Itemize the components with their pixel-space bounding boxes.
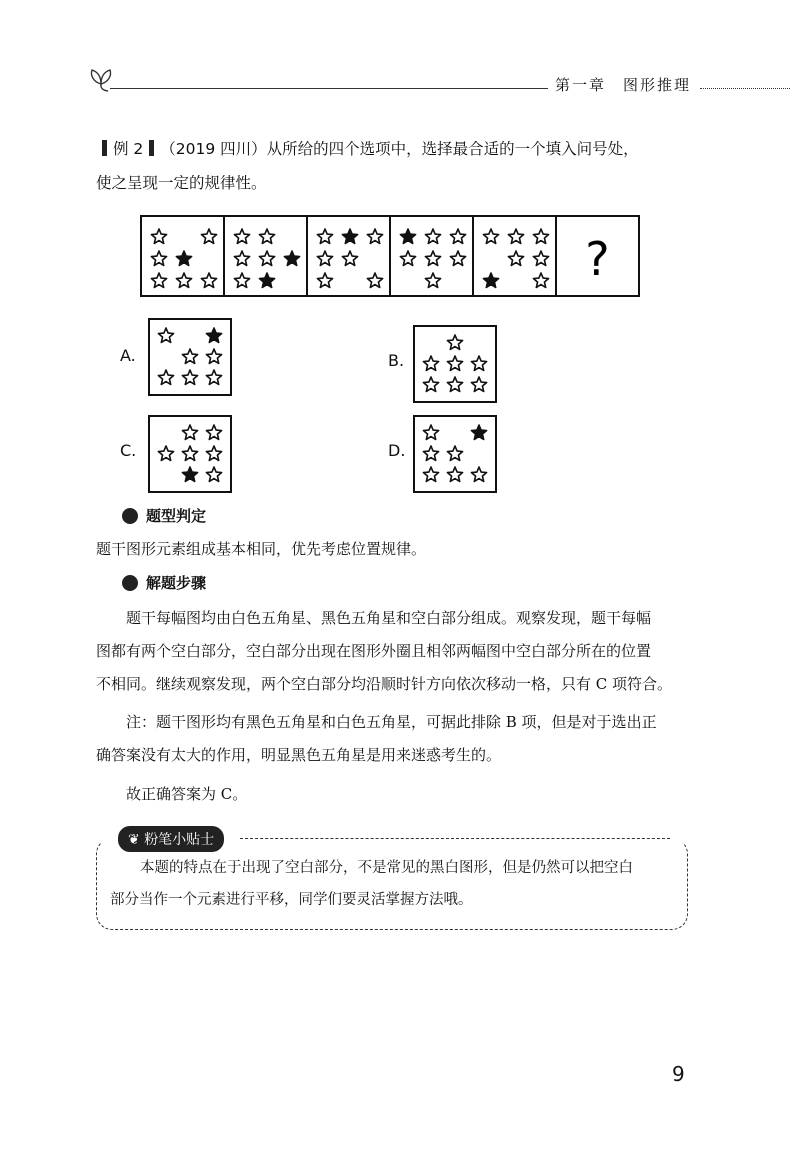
steps-p1-line2: 图都有两个空白部分，空白部分出现在图形外圈且相邻两幅图中空白部分所在的位置 bbox=[96, 642, 652, 660]
white-star-icon bbox=[450, 251, 465, 265]
section-type-text: 题干图形元素组成基本相同，优先考虑位置规律。 bbox=[96, 540, 427, 558]
white-star-icon bbox=[450, 229, 465, 243]
white-star-icon bbox=[447, 446, 462, 460]
white-star-icon bbox=[447, 467, 462, 481]
option-figure[interactable] bbox=[413, 325, 497, 403]
white-star-icon bbox=[151, 229, 166, 243]
white-star-icon bbox=[425, 273, 440, 287]
header-dots bbox=[700, 88, 790, 89]
white-star-icon bbox=[234, 273, 249, 287]
white-star-icon bbox=[533, 251, 548, 265]
target-icon bbox=[122, 575, 138, 591]
white-star-icon bbox=[317, 273, 332, 287]
white-star-icon bbox=[317, 229, 332, 243]
option-figure[interactable] bbox=[148, 415, 232, 493]
page-header bbox=[0, 60, 800, 100]
tip-text bbox=[110, 852, 680, 916]
white-star-icon bbox=[423, 446, 438, 460]
question-stem bbox=[96, 132, 706, 200]
white-star-icon bbox=[423, 377, 438, 391]
tip-title-text: 粉笔小贴士 bbox=[144, 832, 215, 848]
black-star-icon bbox=[400, 229, 415, 243]
option-figure[interactable] bbox=[413, 415, 497, 493]
question-mark: ? bbox=[585, 232, 610, 286]
white-star-icon bbox=[151, 251, 166, 265]
black-star-icon bbox=[342, 229, 357, 243]
white-star-icon bbox=[367, 229, 382, 243]
tip-line1: 本题的特点在于出现了空白部分，不是常见的黑白图形，但是仍然可以把空白 bbox=[140, 860, 633, 876]
steps-p2-line1: 注：题干图形均有黑色五角星和白色五角星，可据此排除 B 项，但是对于选出正 bbox=[126, 713, 657, 731]
page-number: 9 bbox=[672, 1062, 685, 1086]
example-tag: 例 2 bbox=[113, 140, 144, 158]
tag-bar-left bbox=[102, 140, 107, 156]
steps-p2-line2: 确答案没有太大的作用，明显黑色五角星是用来迷惑考生的。 bbox=[96, 746, 502, 764]
white-star-icon bbox=[182, 425, 197, 439]
section-steps-title: 解题步骤 bbox=[146, 574, 207, 592]
chapter-title: 第一章 图形推理 bbox=[555, 76, 692, 94]
white-star-icon bbox=[259, 229, 274, 243]
black-star-icon bbox=[259, 273, 274, 287]
section-type-title: 题型判定 bbox=[146, 507, 207, 525]
white-star-icon bbox=[234, 229, 249, 243]
white-star-icon bbox=[423, 425, 438, 439]
steps-paragraph-1 bbox=[96, 602, 696, 701]
white-star-icon bbox=[182, 446, 197, 460]
white-star-icon bbox=[508, 229, 523, 243]
white-star-icon bbox=[471, 467, 486, 481]
white-star-icon bbox=[206, 370, 221, 384]
white-star-icon bbox=[206, 349, 221, 363]
white-star-icon bbox=[425, 229, 440, 243]
white-star-icon bbox=[508, 251, 523, 265]
white-star-icon bbox=[201, 229, 216, 243]
white-star-icon bbox=[206, 425, 221, 439]
white-star-icon bbox=[182, 370, 197, 384]
section-type-heading bbox=[122, 505, 206, 526]
question-text-2: 使之呈现一定的规律性。 bbox=[96, 174, 267, 192]
white-star-icon bbox=[158, 328, 173, 342]
white-star-icon bbox=[447, 377, 462, 391]
question-source: （2019 四川） bbox=[160, 140, 267, 158]
white-star-icon bbox=[471, 377, 486, 391]
white-star-icon bbox=[471, 356, 486, 370]
option-label: D. bbox=[388, 441, 406, 460]
option-label: C. bbox=[120, 441, 137, 460]
option-label: B. bbox=[388, 351, 405, 370]
white-star-icon bbox=[533, 229, 548, 243]
section-steps-heading bbox=[122, 572, 206, 593]
white-star-icon bbox=[447, 335, 462, 349]
gear-icon bbox=[122, 508, 138, 524]
white-star-icon bbox=[158, 446, 173, 460]
black-star-icon bbox=[284, 251, 299, 265]
tip-top-dash bbox=[240, 838, 670, 839]
white-star-icon bbox=[342, 251, 357, 265]
white-star-icon bbox=[206, 467, 221, 481]
tag-bar-right bbox=[149, 140, 154, 156]
white-star-icon bbox=[176, 273, 191, 287]
white-star-icon bbox=[234, 251, 249, 265]
header-rule bbox=[110, 88, 548, 89]
white-star-icon bbox=[151, 273, 166, 287]
tip-title bbox=[118, 826, 224, 852]
white-star-icon bbox=[423, 356, 438, 370]
white-star-icon bbox=[317, 251, 332, 265]
white-star-icon bbox=[367, 273, 382, 287]
white-star-icon bbox=[447, 356, 462, 370]
white-star-icon bbox=[201, 273, 216, 287]
black-star-icon bbox=[206, 328, 221, 342]
option-figure[interactable] bbox=[148, 318, 232, 396]
option-label: A. bbox=[120, 346, 136, 365]
white-star-icon bbox=[259, 251, 274, 265]
steps-paragraph-2 bbox=[96, 706, 696, 772]
black-star-icon bbox=[176, 251, 191, 265]
white-star-icon bbox=[400, 251, 415, 265]
steps-p1-line3: 不相同。继续观察发现，两个空白部分均沿顺时针方向依次移动一格，只有 C 项符合。 bbox=[96, 675, 673, 693]
white-star-icon bbox=[533, 273, 548, 287]
tip-line2: 部分当作一个元素进行平移，同学们要灵活掌握方法哦。 bbox=[110, 892, 473, 908]
sprout-logo-icon bbox=[86, 64, 116, 94]
white-star-icon bbox=[206, 446, 221, 460]
steps-answer: 故正确答案为 C。 bbox=[126, 785, 248, 803]
black-star-icon bbox=[471, 425, 486, 439]
figure-strip bbox=[140, 215, 640, 297]
white-star-icon bbox=[423, 467, 438, 481]
question-text-1: 从所给的四个选项中，选择最合适的一个填入问号处， bbox=[266, 140, 639, 158]
white-star-icon bbox=[182, 349, 197, 363]
black-star-icon bbox=[182, 467, 197, 481]
white-star-icon bbox=[483, 229, 498, 243]
sprout-icon: ❦ bbox=[128, 832, 145, 848]
steps-p1-line1: 题干每幅图均由白色五角星、黑色五角星和空白部分组成。观察发现，题干每幅 bbox=[126, 609, 652, 627]
white-star-icon bbox=[425, 251, 440, 265]
white-star-icon bbox=[158, 370, 173, 384]
black-star-icon bbox=[483, 273, 498, 287]
